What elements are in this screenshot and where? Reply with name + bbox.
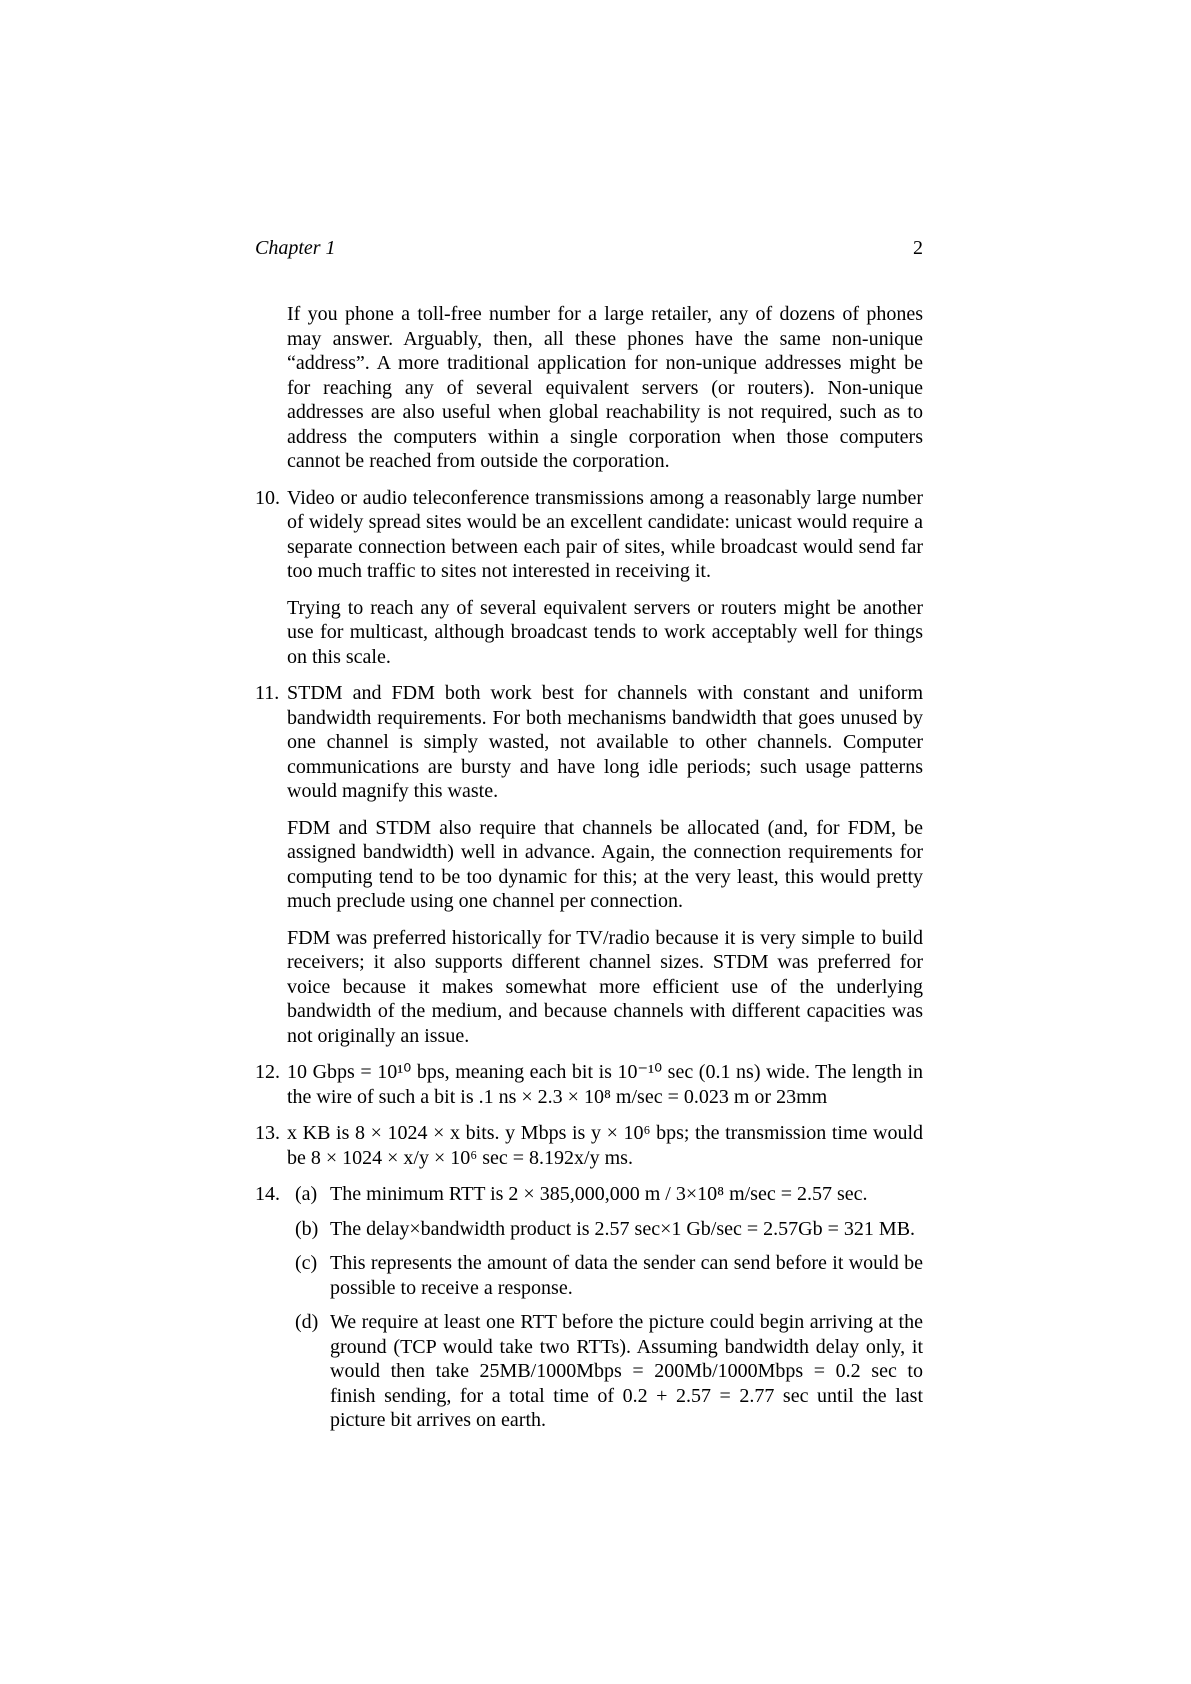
solution-item-10 xyxy=(255,486,923,670)
item-number: 11. xyxy=(255,682,280,704)
solution-item-13 xyxy=(255,1121,923,1170)
subitem-a xyxy=(287,1182,923,1207)
subitem-label: (d) xyxy=(295,1311,319,1333)
subitem-text: We require at least one RTT before the picture could begin arriving at the ground (TCP would take two RTTs). Assuming bandwidth delay only, it would then take 25MB/1000Mbps = 200Mb/1000Mbps = 0.2 sec to finish sending, for a total time of 0.2 + 2.57 = 2.77 sec until the last picture bit arrives on earth. xyxy=(330,1311,923,1431)
solution-item-11 xyxy=(255,681,923,1048)
subitem-c xyxy=(287,1251,923,1300)
subitem-b xyxy=(287,1217,923,1242)
solution-item-14 xyxy=(255,1182,923,1433)
page-number: 2 xyxy=(913,237,923,259)
item-number: 13. xyxy=(255,1122,280,1144)
item-paragraph: FDM and STDM also require that channels be allocated (and, for FDM, be assigned bandwidth) well in advance. Again, the connection requirements for computing tend to be too dynamic for this; at the very least, this would pretty much preclude using one channel per connection. xyxy=(287,816,923,912)
item-body xyxy=(287,1121,923,1170)
subitem-label: (c) xyxy=(295,1252,318,1274)
intro-paragraph: If you phone a toll-free number for a large retailer, any of dozens of phones may answer. Arguably, then, all these phones have the same non-unique “address”. A more traditional application for non-unique addresses might be for reaching any of several equivalent servers (or routers). Non-unique addresses are also useful when global reachability is not required, such as to address the computers within a single corporation when those computers cannot be reached from outside the corporation. xyxy=(287,303,923,472)
item-paragraph: x KB is 8 × 1024 × x bits. y Mbps is y × 10⁶ bps; the transmission time would be 8 × 1024 × x/y × 10⁶ sec = 8.192x/y ms. xyxy=(287,1122,923,1169)
item-paragraph: Video or audio teleconference transmissions among a reasonably large number of widely spread sites would be an excellent candidate: unicast would require a separate connection between each pair of sites, while broadcast would send far too much traffic to sites not interested in receiving it. xyxy=(287,486,923,582)
subitem-d xyxy=(287,1310,923,1433)
item-number: 14. xyxy=(255,1183,280,1205)
subitem-text: The delay×bandwidth product is 2.57 sec×1 Gb/sec = 2.57Gb = 321 MB. xyxy=(330,1217,916,1240)
item-number: 10. xyxy=(255,486,280,509)
subitem-text: The minimum RTT is 2 × 385,000,000 m / 3×10⁸ m/sec = 2.57 sec. xyxy=(330,1183,868,1205)
subitem-text: This represents the amount of data the sender can send before it would be possible to receive a response. xyxy=(330,1252,923,1299)
chapter-label: Chapter 1 xyxy=(255,237,336,259)
page-content xyxy=(255,302,923,1433)
item-body xyxy=(287,486,923,670)
item-paragraph: STDM and FDM both work best for channels with constant and uniform bandwidth requirements. For both mechanisms bandwidth that goes unused by one channel is simply wasted, not available to other channels. Computer communications are bursty and have long idle periods; such usage patterns would magnify this waste. xyxy=(287,682,923,802)
subitem-label: (b) xyxy=(295,1217,319,1240)
item-body xyxy=(287,681,923,1048)
subitem-label: (a) xyxy=(295,1183,318,1205)
item-body xyxy=(287,1060,923,1109)
running-header xyxy=(255,236,923,261)
item-body xyxy=(287,1182,923,1433)
item-paragraph: 10 Gbps = 10¹⁰ bps, meaning each bit is 10⁻¹⁰ sec (0.1 ns) wide. The length in the wire of such a bit is .1 ns × 2.3 × 10⁸ m/sec = 0.023 m or 23mm xyxy=(287,1061,923,1108)
item-number: 12. xyxy=(255,1061,280,1083)
item-paragraph: FDM was preferred historically for TV/radio because it is very simple to build receivers; it also supports different channel sizes. STDM was preferred for voice because it makes somewhat more efficient use of the underlying bandwidth of the medium, and because channels with different capacities was not originally an issue. xyxy=(287,926,923,1047)
item-paragraph: Trying to reach any of several equivalent servers or routers might be another use for multicast, although broadcast tends to work acceptably well for things on this scale. xyxy=(287,596,923,668)
solution-item-12 xyxy=(255,1060,923,1109)
